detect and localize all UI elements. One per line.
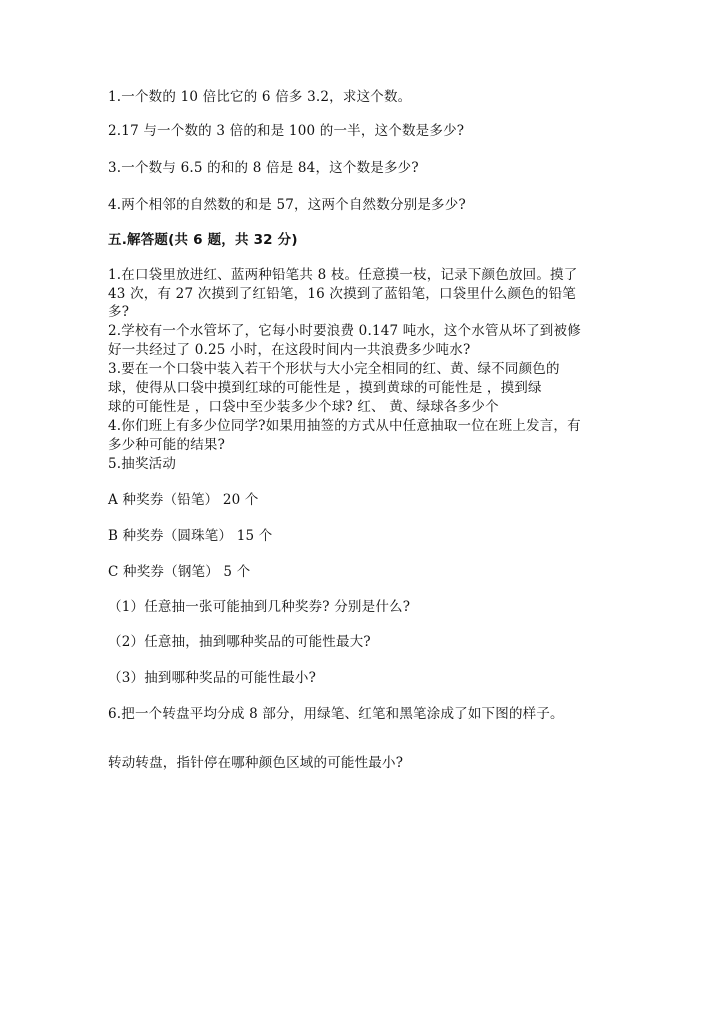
problem-5-title: 5.抽奖活动 <box>108 456 177 472</box>
problem-3-line-1: 3.要在一个口袋中装入若干个形状与大小完全相同的红、黄、绿不同颜色的 <box>108 361 560 377</box>
question-4-1: 1.一个数的 10 倍比它的 6 倍多 3.2，求这个数。 <box>108 89 412 105</box>
problem-6-line-1: 6.把一个转盘平均分成 8 部分，用绿笔、红笔和黑笔涂成了如下图的样子。 <box>108 706 564 722</box>
problem-5-ticket-c: C 种奖券（钢笔） 5 个 <box>108 564 251 580</box>
section-5-heading: 五.解答题(共 6 题，共 32 分) <box>108 232 298 248</box>
problem-4-line-2: 多少种可能的结果? <box>108 437 226 453</box>
problem-5-sub-1: （1）任意抽一张可能抽到几种奖券? 分别是什么? <box>108 599 411 615</box>
question-4-2: 2.17 与一个数的 3 倍的和是 100 的一半，这个数是多少? <box>108 123 465 139</box>
problem-5-sub-2: （2）任意抽，抽到哪种奖品的可能性最大? <box>108 634 371 650</box>
problem-3-line-3: 球的可能性是 ，口袋中至少装多少个球? 红、 黄、绿球各多少个 <box>108 399 499 415</box>
problem-1-line-2: 43 次，有 27 次摸到了红铅笔，16 次摸到了蓝铅笔，口袋里什么颜色的铅笔 <box>108 286 576 302</box>
problem-1-line-1: 1.在口袋里放进红、蓝两种铅笔共 8 枝。任意摸一枝，记录下颜色放回。摸了 <box>108 267 578 283</box>
problem-2-line-1: 2.学校有一个水管坏了，它每小时要浪费 0.147 吨水，这个水管从坏了到被修 <box>108 323 581 339</box>
problem-5-ticket-a: A 种奖券（铅笔） 20 个 <box>108 492 259 508</box>
problem-6-line-2: 转动转盘，指针停在哪种颜色区域的可能性最小? <box>108 755 404 771</box>
problem-5-sub-3: （3）抽到哪种奖品的可能性最小? <box>108 670 317 686</box>
problem-1-line-3: 多? <box>108 304 130 320</box>
problem-5-ticket-b: B 种奖券（圆珠笔） 15 个 <box>108 528 273 544</box>
problem-4-line-1: 4.你们班上有多少位同学?如果用抽签的方式从中任意抽取一位在班上发言，有 <box>108 418 581 434</box>
problem-3-line-2: 球，使得从口袋中摸到红球的可能性是 ，摸到黄球的可能性是 ，摸到绿 <box>108 380 542 396</box>
question-4-4: 4.两个相邻的自然数的和是 57，这两个自然数分别是多少? <box>108 197 466 213</box>
question-4-3: 3.一个数与 6.5 的和的 8 倍是 84，这个数是多少? <box>108 160 419 176</box>
problem-2-line-2: 好一共经过了 0.25 小时，在这段时间内一共浪费多少吨水? <box>108 342 471 358</box>
